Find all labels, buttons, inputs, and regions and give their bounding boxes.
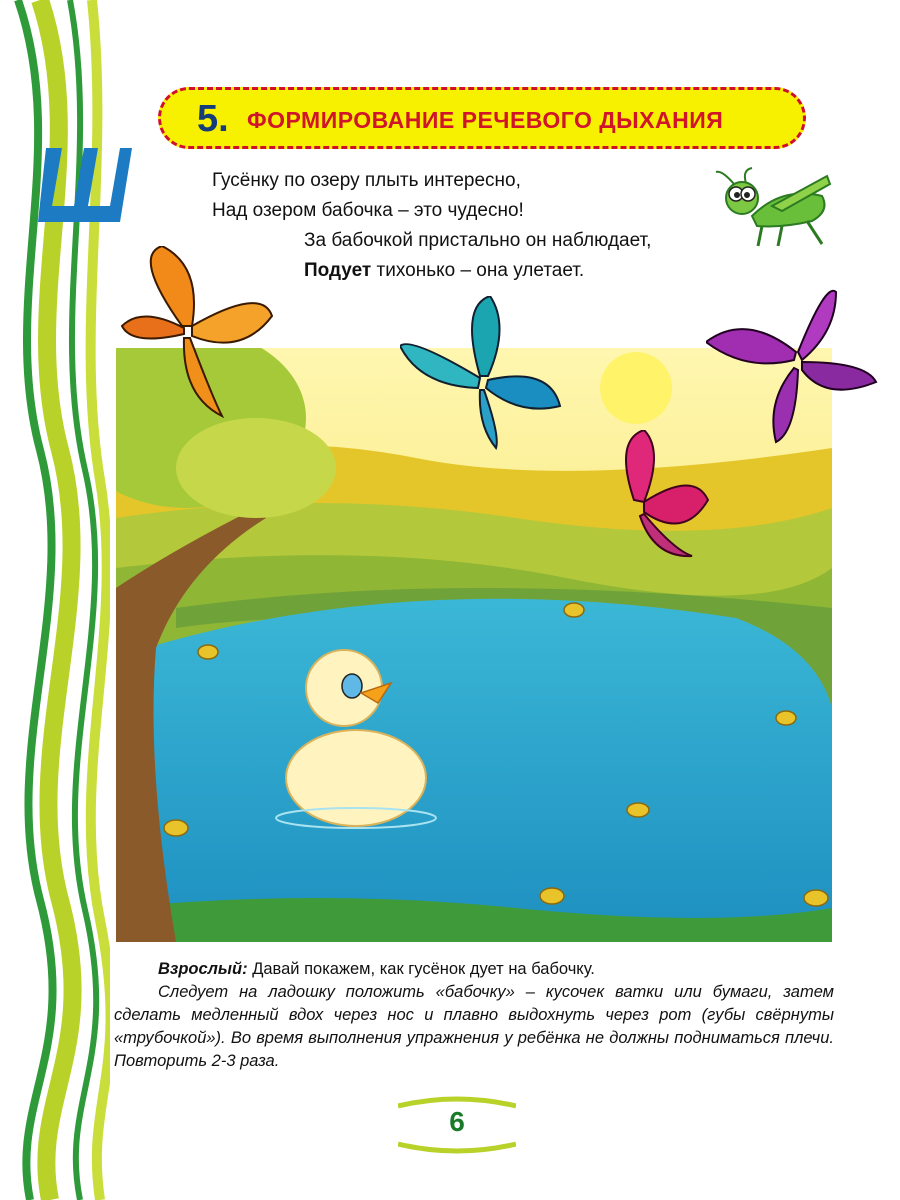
poem-line-2: Над озером бабочка – это чудесно! [212, 200, 524, 221]
adult-line [114, 958, 834, 981]
section-title: ФОРМИРОВАНИЕ РЕЧЕВОГО ДЫХАНИЯ [247, 107, 724, 133]
instruction-paragraph: Следует на ладошку положить «бабочку» – кусочек ватки или бумаги, затем сделать медленный вдох через нос и плавно выдохнуть через рот (губы свёрнуты «трубочкой»). Во время выполнения упражнения у ребёнка не должны подниматься плечи. Повторить 2-3 раза. [114, 983, 834, 1070]
poem-line-3: За бабочкой пристально он наблюдает, [304, 230, 652, 251]
adult-text: Давай покажем, как гусёнок дует на бабочку. [247, 960, 595, 978]
page-footer [398, 1096, 516, 1154]
poem-line-4 [304, 256, 584, 286]
butterfly-blue-icon [400, 296, 568, 450]
butterfly-pink-icon [604, 430, 712, 560]
butterfly-orange-icon [112, 246, 274, 422]
page-number: 6 [449, 1106, 465, 1137]
poem-line-1: Гусёнку по озеру плыть интересно, [212, 170, 521, 191]
letter-sh-icon [38, 148, 132, 222]
adult-label: Взрослый: [158, 960, 248, 978]
section-title-bar [158, 87, 806, 149]
butterfly-purple-icon [706, 282, 878, 444]
instructions-block [114, 958, 834, 1073]
section-number: 5. [197, 98, 229, 140]
poem-bold-word: Подует [304, 260, 372, 281]
poem-line-4-rest: тихонько – она улетает. [371, 260, 585, 281]
grasshopper-icon [712, 166, 834, 250]
